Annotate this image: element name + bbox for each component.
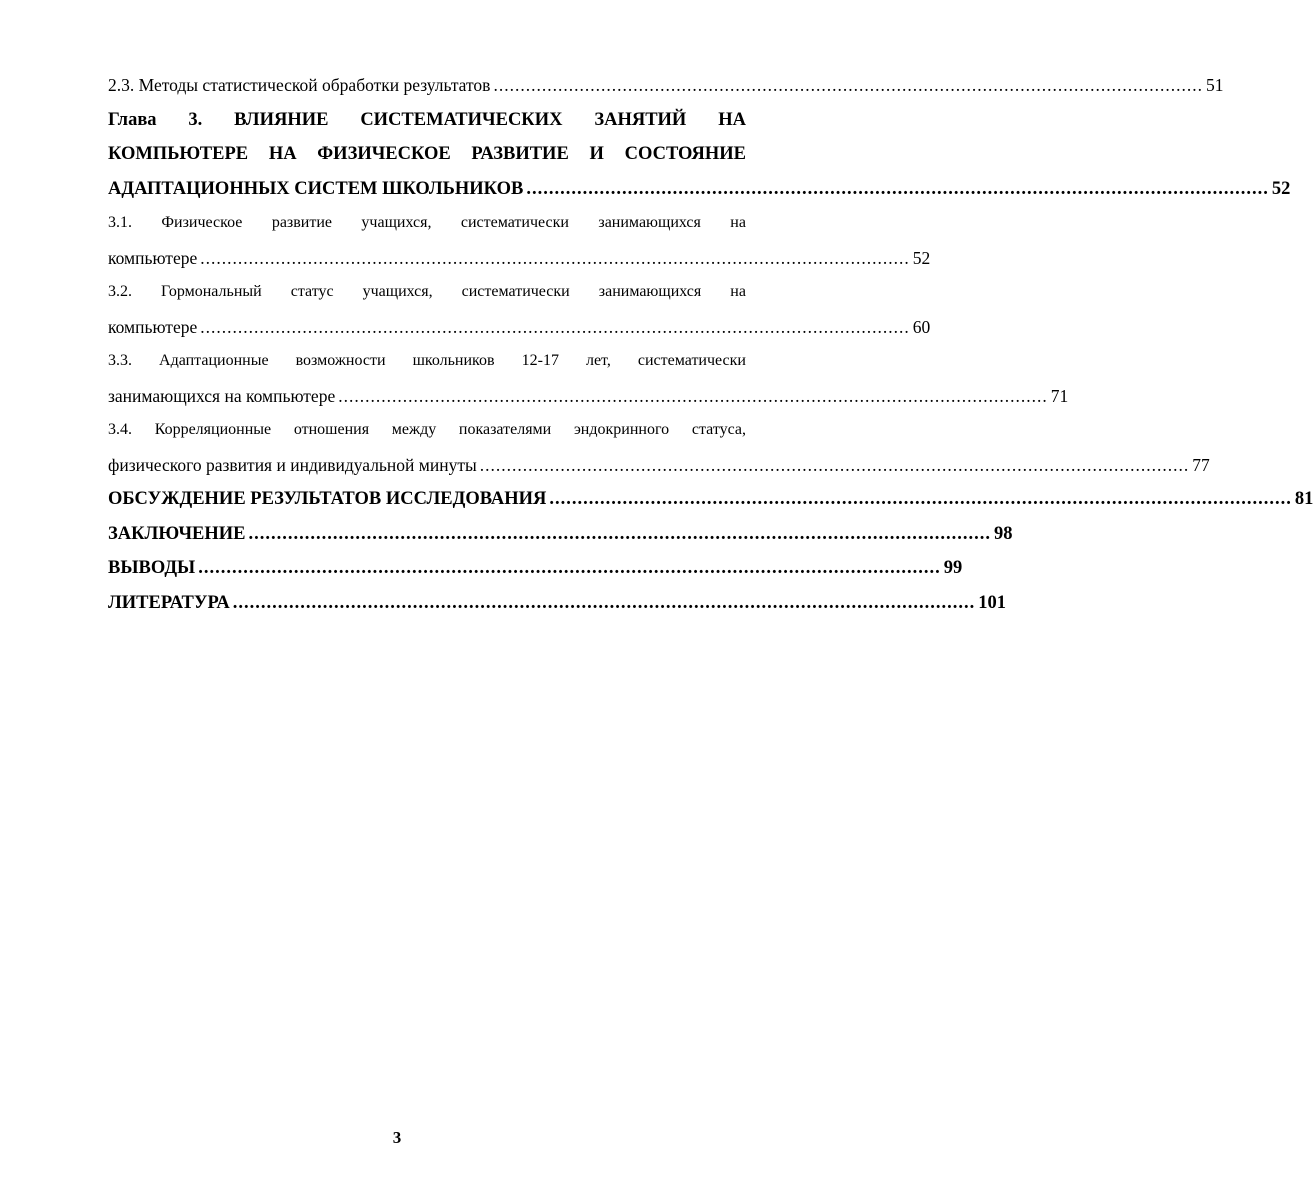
table-of-contents	[108, 68, 1313, 620]
word: систематически	[460, 214, 569, 231]
word: ЗАНЯТИЙ	[594, 109, 687, 130]
leader-dots: ....................................................................................................................................	[248, 523, 991, 544]
toc-entry-page: 71	[1050, 385, 1069, 406]
word: занимающихся	[598, 214, 701, 231]
toc-entry-findings	[108, 551, 963, 586]
leader-dots: ....................................................................................................................................	[200, 316, 910, 337]
toc-entry-title: ЗАКЛЮЧЕНИЕ	[108, 523, 246, 544]
word: Корреляционные	[154, 421, 272, 438]
toc-entry-2-3	[108, 68, 1224, 103]
toc-entry-title: ЛИТЕРАТУРА	[108, 592, 230, 613]
toc-entry-3-4-line-1	[108, 413, 746, 448]
toc-entry-page: 99	[943, 558, 963, 578]
word: учащихся,	[361, 214, 432, 231]
toc-entry-title: ВЫВОДЫ	[108, 558, 196, 578]
word: отношения	[293, 421, 370, 438]
toc-entry-3-4-line-2	[108, 448, 1210, 483]
toc-entry-3-2-line-2	[108, 310, 931, 345]
word: эндокринного	[573, 421, 670, 438]
toc-entry-title: физического развития и индивидуальной минуты	[108, 454, 477, 475]
toc-entry-page: 81	[1294, 489, 1313, 509]
toc-entry-title: ОБСУЖДЕНИЕ РЕЗУЛЬТАТОВ ИССЛЕДОВАНИЯ	[108, 489, 547, 509]
word: возможности	[295, 352, 386, 369]
toc-entry-page: 52	[912, 247, 931, 268]
toc-chapter-3-line-3	[108, 172, 1291, 207]
word: лет,	[585, 352, 611, 369]
toc-entry-page: 60	[912, 316, 931, 337]
word: на	[730, 214, 746, 231]
word: развитие	[271, 214, 333, 231]
word: школьников	[412, 352, 495, 369]
word: 3.2.	[108, 283, 132, 300]
word: показателями	[458, 421, 552, 438]
word: 3.	[188, 109, 203, 130]
word: систематически	[461, 283, 570, 300]
leader-dots: ....................................................................................................................................	[200, 247, 910, 268]
leader-dots: ....................................................................................................................................	[493, 75, 1203, 95]
word: ВЛИЯНИЕ	[234, 109, 329, 130]
word: Физическое	[161, 214, 243, 231]
leader-dots: ....................................................................................................................................	[338, 385, 1048, 406]
toc-entry-3-3-line-1	[108, 344, 746, 379]
word: систематически	[637, 352, 746, 369]
word: между	[391, 421, 437, 438]
toc-entry-page: 52	[1271, 178, 1291, 199]
word: Глава	[108, 109, 157, 130]
word: занимающихся	[598, 283, 702, 300]
toc-entry-3-3-line-2	[108, 379, 1069, 414]
toc-entry-title: компьютере	[108, 316, 198, 337]
word: статуса,	[691, 421, 746, 438]
toc-entry-3-1-line-1	[108, 206, 746, 241]
toc-entry-page: 77	[1192, 454, 1210, 475]
leader-dots: ....................................................................................................................................	[549, 489, 1292, 509]
word: на	[730, 283, 746, 300]
leader-dots: ....................................................................................................................................	[526, 178, 1269, 199]
word: СИСТЕМАТИЧЕСКИХ	[360, 109, 563, 130]
word: учащихся,	[362, 283, 433, 300]
toc-chapter-3-line-2: КОМПЬЮТЕРЕ НА ФИЗИЧЕСКОЕ РАЗВИТИЕ И СОСТОЯНИЕ	[108, 144, 746, 164]
toc-entry-title: 2.3. Методы статистической обработки результатов	[108, 75, 491, 95]
toc-entry-title: компьютере	[108, 247, 198, 268]
word: НА	[718, 109, 746, 130]
leader-dots: ....................................................................................................................................	[198, 558, 941, 578]
toc-entry-conclusion	[108, 517, 1013, 552]
word: 12-17	[521, 352, 559, 369]
toc-entry-title: АДАПТАЦИОННЫХ СИСТЕМ ШКОЛЬНИКОВ	[108, 178, 524, 199]
word: Адаптационные	[159, 352, 269, 369]
word: 3.1.	[108, 214, 132, 231]
word: Гормональный	[161, 283, 262, 300]
page-number: 3	[392, 1128, 402, 1147]
toc-entry-discussion	[108, 482, 1313, 517]
toc-entry-page: 101	[978, 592, 1006, 613]
leader-dots: ....................................................................................................................................	[232, 592, 976, 613]
toc-entry-title: занимающихся на компьютере	[108, 385, 336, 406]
word: 3.3.	[108, 352, 132, 369]
toc-entry-page: 98	[994, 523, 1013, 544]
toc-entry-page: 51	[1205, 75, 1224, 95]
toc-entry-literature	[108, 586, 1006, 621]
leader-dots: ....................................................................................................................................	[479, 454, 1190, 475]
word: статус	[290, 283, 334, 300]
word: 3.4.	[108, 421, 132, 438]
toc-chapter-3-line-1	[108, 103, 746, 138]
toc-entry-3-2-line-1	[108, 275, 746, 310]
toc-entry-3-1-line-2	[108, 241, 931, 276]
